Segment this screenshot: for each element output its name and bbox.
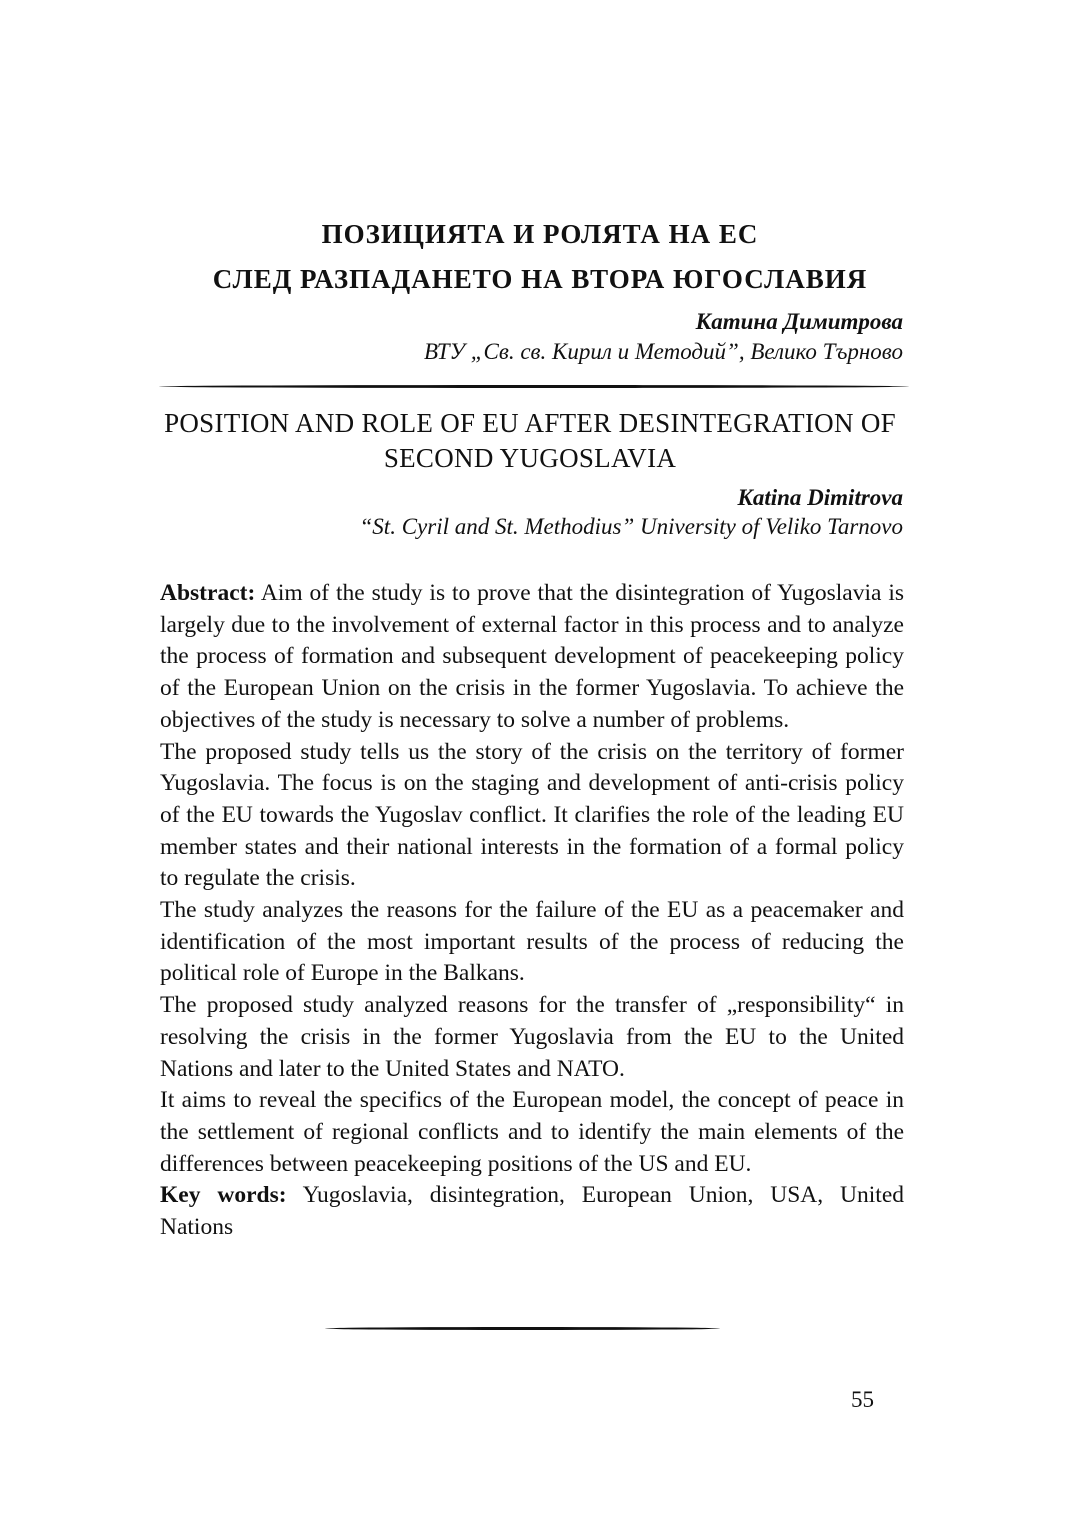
bg-title-line-2: СЛЕД РАЗПАДАНЕТО НА ВТОРА ЮГОСЛАВИЯ	[212, 264, 868, 294]
abstract-label: Abstract:	[160, 580, 256, 606]
abstract-paragraph-4: The proposed study analyzed reasons for the transfer of „responsibility“ in resolving the crisis in the former Yugoslavia from the EU to the United Nations and later to the United States and NATO.	[160, 992, 904, 1082]
en-author: Katina Dimitrova	[737, 485, 903, 510]
en-title-line-1: POSITION AND ROLE OF EU AFTER DESINTEGRATION OF	[164, 408, 896, 438]
abstract-paragraph-2: The proposed study tells us the story of the crisis on the territory of former Yugoslavia. The focus is on the staging and development of anti-crisis policy of the EU towards the Yugoslav conflict. It clarifies the role of the leading EU member states and their national interests in the formation of a formal policy to regulate the crisis.	[160, 738, 904, 892]
abstract-text-1: Aim of the study is to prove that the disintegration of Yugoslavia is largely due to the involvement of external factor in this process and to analyze the process of formation and subsequent development of peacekeeping policy of the European Union on the crisis in the former Yugoslavia. To achieve the objectives of the study is necessary to solve a number of problems.	[160, 580, 904, 733]
bg-title-line-1: ПОЗИЦИЯТА И РОЛЯТА НА ЕС	[321, 219, 759, 249]
page-number: 55	[851, 1387, 874, 1412]
keywords-paragraph	[160, 1180, 904, 1243]
bg-author: Катина Димитрова	[695, 309, 903, 334]
abstract-block	[160, 578, 904, 1244]
abstract-paragraph-5: It aims to reveal the specifics of the European model, the concept of peace in the settlement of regional conflicts and to identify the main elements of the differences between peacekeeping positions of the US and EU.	[160, 1087, 904, 1177]
bg-affiliation: ВТУ „Св. св. Кирил и Методий”, Велико Търново	[423, 339, 903, 364]
keywords-text: Yugoslavia, disintegration, European Union, USA, United Nations	[160, 1182, 904, 1241]
en-title-line-2: SECOND YUGOSLAVIA	[383, 443, 677, 473]
en-affiliation: “St. Cyril and St. Methodius” University of Veliko Tarnovo	[359, 514, 903, 539]
abstract-paragraph-3: The study analyzes the reasons for the failure of the EU as a peacemaker and identification of the most important results of the process of reducing the political role of Europe in the Balkans.	[160, 897, 904, 987]
bottom-divider-rule	[325, 1327, 720, 1330]
divider-rule	[159, 385, 909, 388]
en-title	[130, 406, 930, 476]
keywords-label: Key words:	[160, 1182, 287, 1209]
abstract-paragraph-1	[160, 578, 904, 737]
